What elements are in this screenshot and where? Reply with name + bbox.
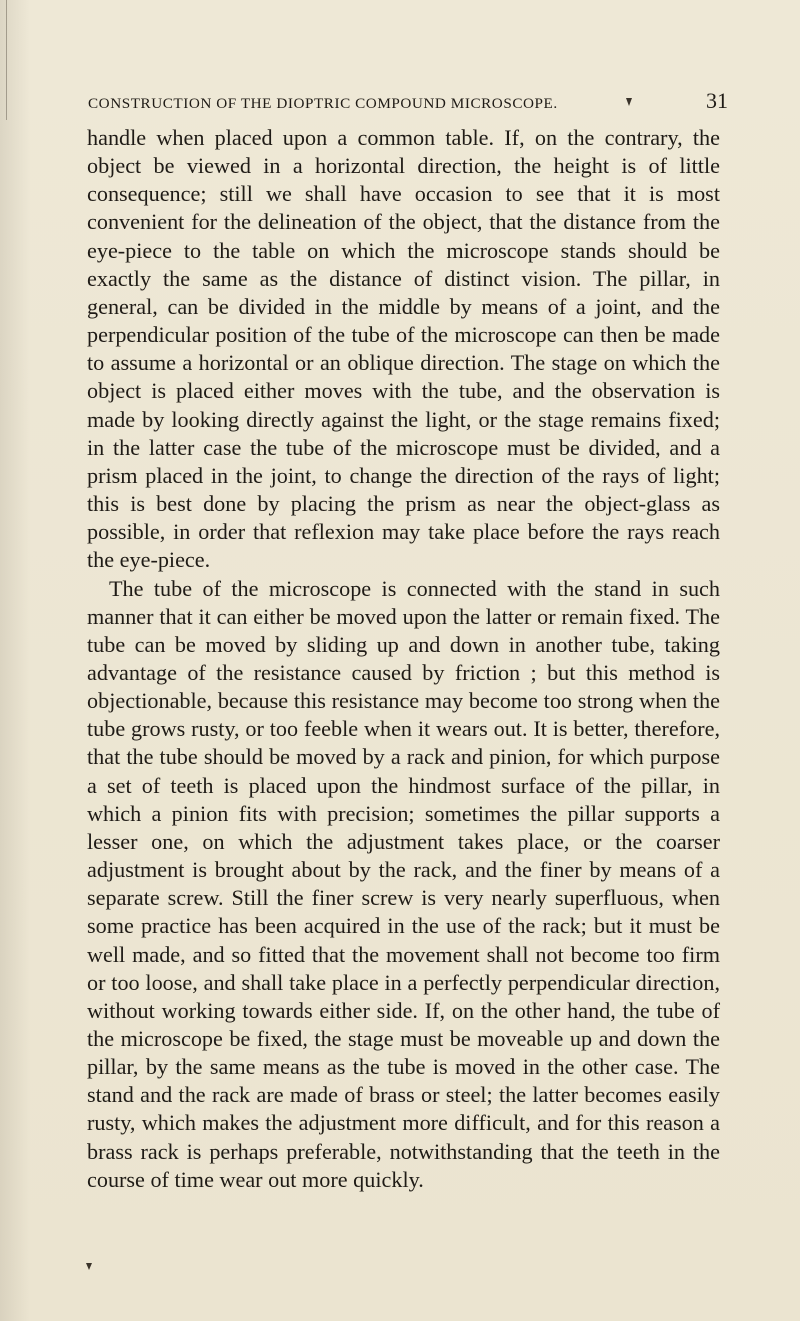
printer-mark-icon — [626, 98, 632, 106]
page-edge-shadow — [6, 0, 7, 120]
paragraph-continued: handle when placed upon a common table. If, on the contrary, the object be viewed in a horizontal direction, the height is of little consequence; still we shall have occasion to see that it is most convenient for the delineation of the object, that the distance from the eye-piece to the table on which the microscope stands should be exactly the same as the distance of distinct vision. The pillar, in general, can be divided in the middle by means of a joint, and the perpendicular position of the tube of the microscope can then be made to assume a horizontal or an oblique direction. The stage on which the object is placed either moves with the tube, and the observation is made by looking directly against the light, or the stage remains fixed; in the latter case the tube of the microscope must be divided, and a prism placed in the joint, to change the direction of the rays of light; this is best done by placing the prism as near the object-glass as possible, in order that reflexion may take place before the rays reach the eye-piece. — [87, 125, 720, 573]
paragraph: The tube of the microscope is connected with the stand in such manner that it can either be moved upon the latter or remain fixed. The tube can be moved by sliding up and down in another tube, taking advantage of the resistance caused by friction ; but this method is objectionable, because this resistance may become too strong when the tube grows rusty, or too feeble when it wears out. It is better, therefore, that the tube should be moved by a rack and pinion, for which purpose a set of teeth is placed upon the hindmost surface of the pillar, in which a pinion fits with precision; sometimes the pillar supports a lesser one, on which the adjustment takes place, or the coarser adjustment is brought about by the rack, and the finer by means of a separate screw. Still the finer screw is very nearly superfluous, when some practice has been acquired in the use of the rack; but it must be well made, and so fitted that the movement shall not become too firm or too loose, and shall take place in a perfectly perpendicular direction, without working towards either side. If, on the other hand, the tube of the microscope be fixed, the stage must be moveable up and down the pillar, by the same means as the tube is moved in the other case. The stand and the rack are made of brass or steel; the latter becomes easily rusty, which makes the adjustment more difficult, and for this reason a brass rack is perhaps preferable, notwithstanding that the teeth in the course of time wear out more quickly. — [87, 575, 720, 1192]
printer-mark-icon — [86, 1263, 92, 1270]
running-title: CONSTRUCTION OF THE DIOPTRIC COMPOUND MICROSCOPE. — [88, 95, 558, 112]
page-number: 31 — [706, 88, 728, 113]
body-text — [87, 124, 720, 1194]
running-header — [88, 88, 728, 114]
